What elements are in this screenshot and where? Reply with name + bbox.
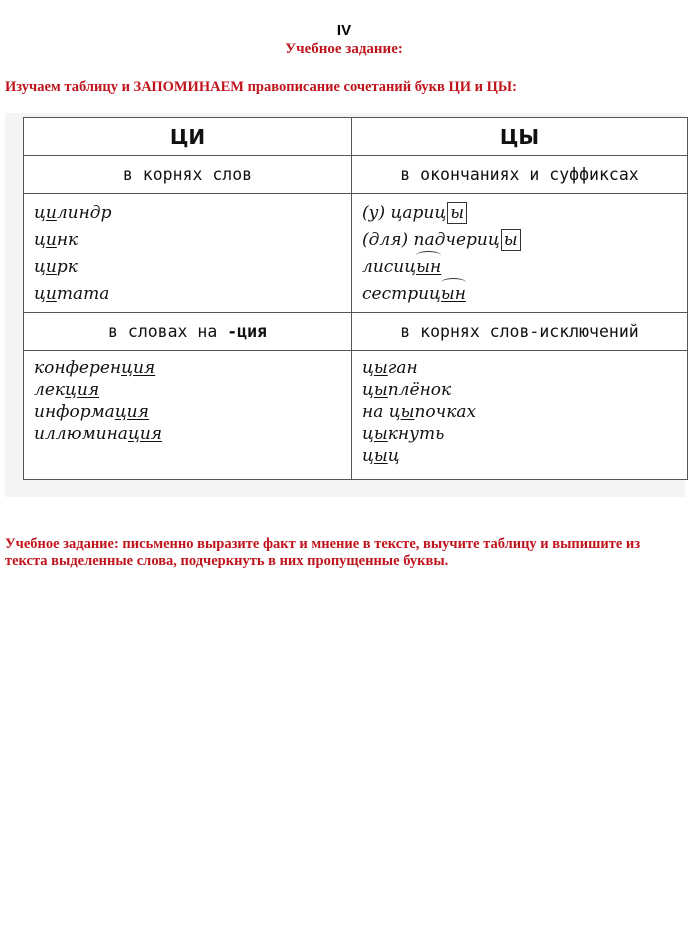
task-instructions: Учебное задание: письменно выразите факт и мнение в тексте, выучите таблицу и выпишите из текста выделенные слова, подчеркнуть в них пропущенные буквы. (5, 536, 641, 569)
word-row: (у) цариц ы (362, 200, 687, 227)
rule-tsiya: в словах на -ция (24, 313, 352, 351)
ending-box: ы (501, 229, 521, 251)
word-row: информация (34, 402, 149, 422)
word-row: на цыпочках (362, 402, 477, 422)
word-row: иллюминация (34, 424, 163, 444)
rule-roots: в корнях слов (24, 156, 352, 194)
task-title: Учебное задание: (285, 41, 403, 57)
word-row: конференция (34, 358, 156, 378)
word-row: сестрицын (362, 281, 687, 308)
word-row: лекция (34, 380, 100, 400)
word-row: цирк (34, 257, 78, 277)
word-row: цыган (362, 358, 418, 378)
ci-root-words (24, 194, 352, 313)
word-row: цыкнуть (362, 424, 445, 444)
word-row: цыплёнок (362, 380, 452, 400)
tsiya-words (24, 351, 352, 480)
suffix-arc: ын (416, 254, 441, 281)
word-row: лисицын (362, 254, 687, 281)
header-ci: ЦИ (24, 118, 352, 156)
header-cy: ЦЫ (352, 118, 688, 156)
word-row: цинк (34, 230, 79, 250)
suffix-arc: ын (441, 281, 466, 308)
word-row: цыц (362, 446, 400, 466)
cy-ending-words (352, 194, 688, 313)
word-row: цилиндр (34, 203, 112, 223)
intro-text: Изучаем таблицу и ЗАПОМИНАЕМ правописание сочетаний букв ЦИ и ЦЫ: (5, 79, 517, 95)
ending-box: ы (447, 202, 467, 224)
exception-words (352, 351, 688, 480)
rule-exceptions: в корнях слов-исключений (352, 313, 688, 351)
spelling-rules-table (23, 117, 688, 480)
section-number: IV (336, 22, 352, 39)
rules-table-scan (5, 113, 685, 497)
rule-endings-suffixes: в окончаниях и суффиксах (352, 156, 688, 194)
word-row: (для) падчериц ы (362, 227, 687, 254)
word-row: цитата (34, 284, 110, 304)
